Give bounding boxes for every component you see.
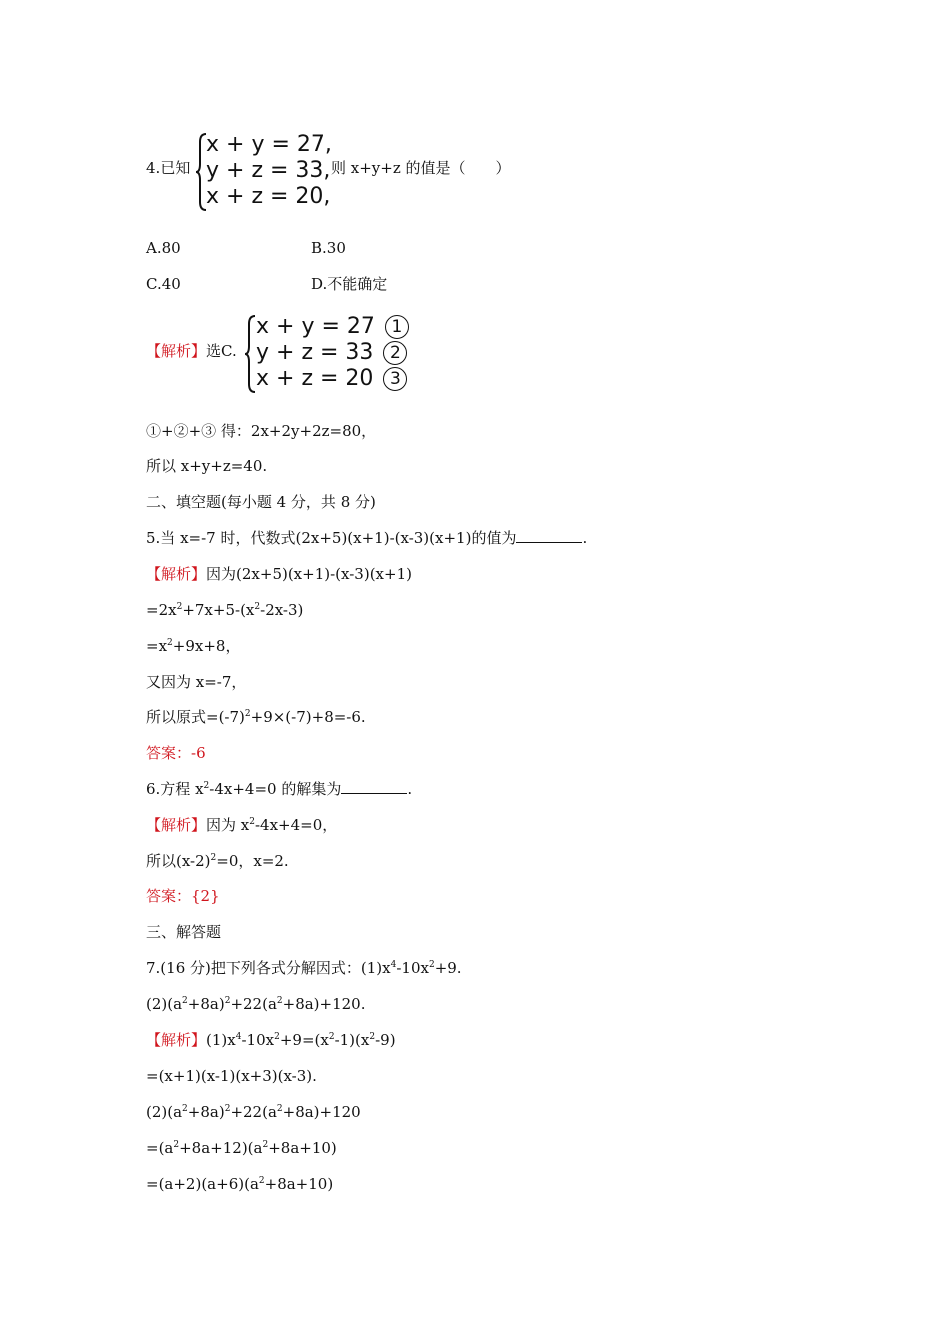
q4-lead: 已知 <box>160 159 191 177</box>
q4-tail: 则 x+y+z 的值是（ ） <box>331 159 511 177</box>
q5-analysis-5: 所以原式$=(-7)^2+9\times(-7)+8=-6$. <box>146 708 366 726</box>
q4-equation-3: x + z = 20, <box>206 184 331 209</box>
q4-analysis-system <box>245 314 415 394</box>
q7-analysis-3: $(2)(a^2+8a)^2+22(a^2+8a)+120$ <box>146 1103 361 1121</box>
circled-number-1: 1 <box>385 315 409 339</box>
analysis-tag: 【解析】 <box>146 1031 207 1049</box>
q4-option-a: A.80 <box>146 239 181 257</box>
answer-blank <box>516 528 582 543</box>
analysis-equation-3: x + z = 20 3 <box>256 366 409 392</box>
section-2-heading: 二、填空题(每小题 4 分，共 8 分) <box>146 493 376 511</box>
q4-option-d: D.不能确定 <box>311 275 388 293</box>
q7-analysis-2: =(x+1)(x-1)(x+3)(x-3). <box>146 1067 317 1085</box>
q4-step-2: 所以 x+y+z=40. <box>146 457 268 475</box>
q7-analysis-5: $=(a+2)(a+6)(a^2+8a+10)$ <box>146 1175 334 1193</box>
q5-analysis-2: $=2x^2+7x+5-(x^2-2x-3)$ <box>146 601 304 619</box>
analysis-equation-1: x + y = 27 1 <box>256 314 409 340</box>
q7-analysis-1: 【解析】$(1)x^4-10x^2+9=(x^2-1)(x^2-9)$ <box>146 1031 396 1049</box>
q5-analysis-3: $=x^2+9x+8$， <box>146 637 241 655</box>
analysis-tag: 【解析】 <box>146 565 207 583</box>
analysis-tag: 【解析】 <box>146 342 207 360</box>
analysis-equation-2: y + z = 33 2 <box>256 340 409 366</box>
q4-equation-1: x + y = 27, <box>206 132 332 157</box>
q5-answer: 答案：-6 <box>146 744 206 762</box>
q5-analysis-1: 【解析】因为(2x+5)(x+1)-(x-3)(x+1) <box>146 565 412 583</box>
q4-number: 4. <box>146 159 161 177</box>
q7-stem: 7.(16 分)把下列各式分解因式：$(1)x^4-10x^2+9$. <box>146 959 462 977</box>
q4-analysis <box>146 341 237 361</box>
q7-part-2: $(2)(a^2+8a)^2+22(a^2+8a)+120$. <box>146 995 366 1013</box>
q4-equation-2: y + z = 33, <box>206 158 331 183</box>
q4-stem <box>146 158 190 178</box>
q6-answer: 答案：{2} <box>146 887 220 905</box>
q5-stem: 5.当 x=-7 时，代数式(2x+5)(x+1)-(x-3)(x+1)的值为 . <box>146 529 588 547</box>
circled-number-2: 2 <box>383 341 407 365</box>
q4-analysis-lead: 选C. <box>206 342 237 360</box>
q6-analysis-1: 【解析】因为 $x^2-4x+4=0$， <box>146 816 338 834</box>
q7-analysis-4: $=(a^2+8a+12)(a^2+8a+10)$ <box>146 1139 337 1157</box>
q4-option-b: B.30 <box>311 239 346 257</box>
q4-step-1: ①+②+③ 得：2x+2y+2z=80， <box>146 422 377 440</box>
q6-analysis-2: 所以$(x-2)^2=0$，x=2. <box>146 852 289 870</box>
analysis-tag: 【解析】 <box>146 816 207 834</box>
q5-analysis-4: 又因为 x=-7， <box>146 673 247 691</box>
section-3-heading: 三、解答题 <box>146 923 222 941</box>
q4-equation-system <box>196 132 332 212</box>
circled-number-3: 3 <box>383 367 407 391</box>
answer-blank <box>341 779 407 794</box>
q4-option-c: C.40 <box>146 275 181 293</box>
q6-stem: 6.方程 $x^2-4x+4=0$ 的解集为 . <box>146 780 413 798</box>
